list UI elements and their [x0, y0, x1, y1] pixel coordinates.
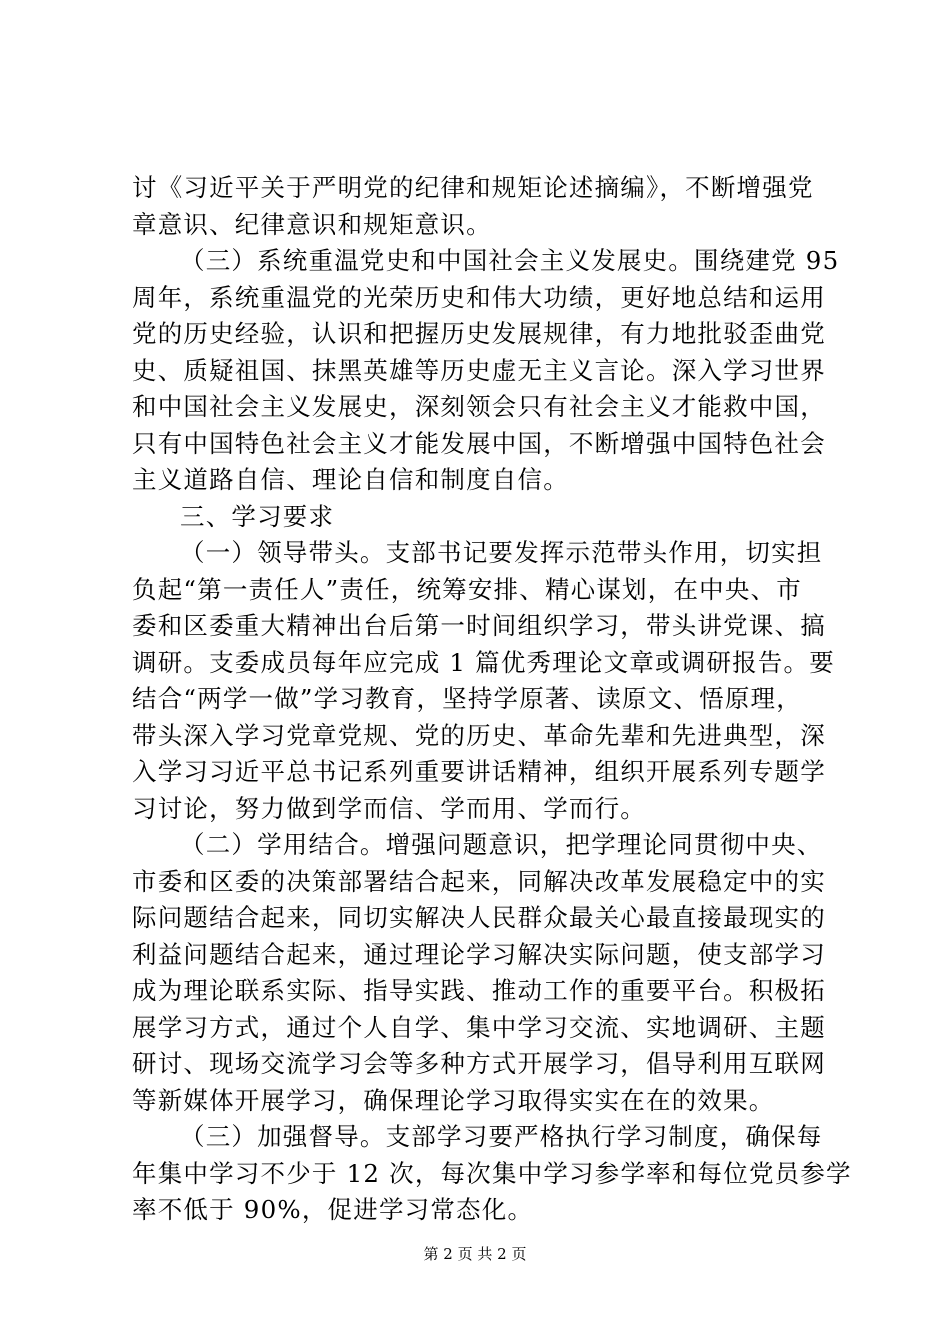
text-line: 入学习习近平总书记系列重要讲话精神，组织开展系列专题学: [132, 757, 826, 786]
section-heading: （三）系统重温党史和中国社会主义发展史。围绕建党 95: [180, 246, 840, 275]
text-line: 章意识、纪律意识和规矩意识。: [132, 209, 492, 239]
text-line: 利益问题结合起来，通过理论学习解决实际问题，使支部学习: [132, 939, 826, 969]
text-line: 率不低于 90%，促进学习常态化。: [132, 1195, 534, 1224]
text-line: 带头深入学习党章党规、党的历史、革命先辈和先进典型，深: [132, 720, 826, 750]
text-line: 际问题结合起来，同切实解决人民群众最关心最直接最现实的: [132, 903, 826, 932]
section-heading: （二）学用结合。增强问题意识，把学理论同贯彻中央、: [180, 830, 823, 859]
text-line: 成为理论联系实际、指导实践、推动工作的重要平台。积极拓: [132, 976, 826, 1005]
text-line: 委和区委重大精神出台后第一时间组织学习，带头讲党课、搞: [132, 611, 826, 640]
section-heading: （三）加强督导。支部学习要严格执行学习制度，确保每: [180, 1122, 823, 1151]
text-line: 党的历史经验，认识和把握历史发展规律，有力地批驳歪曲党: [132, 319, 826, 348]
text-line: 和中国社会主义发展史，深刻领会只有社会主义才能救中国，: [132, 392, 826, 421]
text-line: 史、质疑祖国、抹黑英雄等历史虚无主义言论。深入学习世界: [132, 355, 826, 385]
text-line: 负起“第一责任人”责任，统筹安排、精心谋划，在中央、市: [132, 574, 802, 604]
text-line: 主义道路自信、理论自信和制度自信。: [132, 465, 569, 494]
section-heading: （一）领导带头。支部书记要发挥示范带头作用，切实担: [180, 538, 823, 567]
text-line: 习讨论，努力做到学而信、学而用、学而行。: [132, 793, 646, 823]
text-line: 展学习方式，通过个人自学、集中学习交流、实地调研、主题: [132, 1012, 826, 1042]
section-title: 三、学习要求: [180, 501, 335, 531]
text-line: 研讨、现场交流学习会等多种方式开展学习，倡导利用互联网: [132, 1049, 826, 1078]
text-line: 等新媒体开展学习，确保理论学习取得实实在在的效果。: [132, 1085, 775, 1115]
text-line: 讨《习近平关于严明党的纪律和规矩论述摘编》，不断增强党: [132, 173, 814, 202]
text-line: 年集中学习不少于 12 次，每次集中学习参学率和每位党员参学: [132, 1158, 852, 1188]
text-line: 周年，系统重温党的光荣历史和伟大功绩，更好地总结和运用: [132, 282, 826, 312]
text-line: 只有中国特色社会主义才能发展中国，不断增强中国特色社会: [132, 428, 826, 458]
text-line: 市委和区委的决策部署结合起来，同解决改革发展稳定中的实: [132, 866, 826, 896]
document-body: [132, 170, 852, 1229]
text-line: 调研。支委成员每年应完成 1 篇优秀理论文章或调研报告。要: [132, 647, 835, 677]
text-line: 结合“两学一做”学习教育，坚持学原著、读原文、悟原理，: [132, 684, 802, 713]
page-number-footer: 第 2 页 共 2 页: [423, 1245, 527, 1263]
